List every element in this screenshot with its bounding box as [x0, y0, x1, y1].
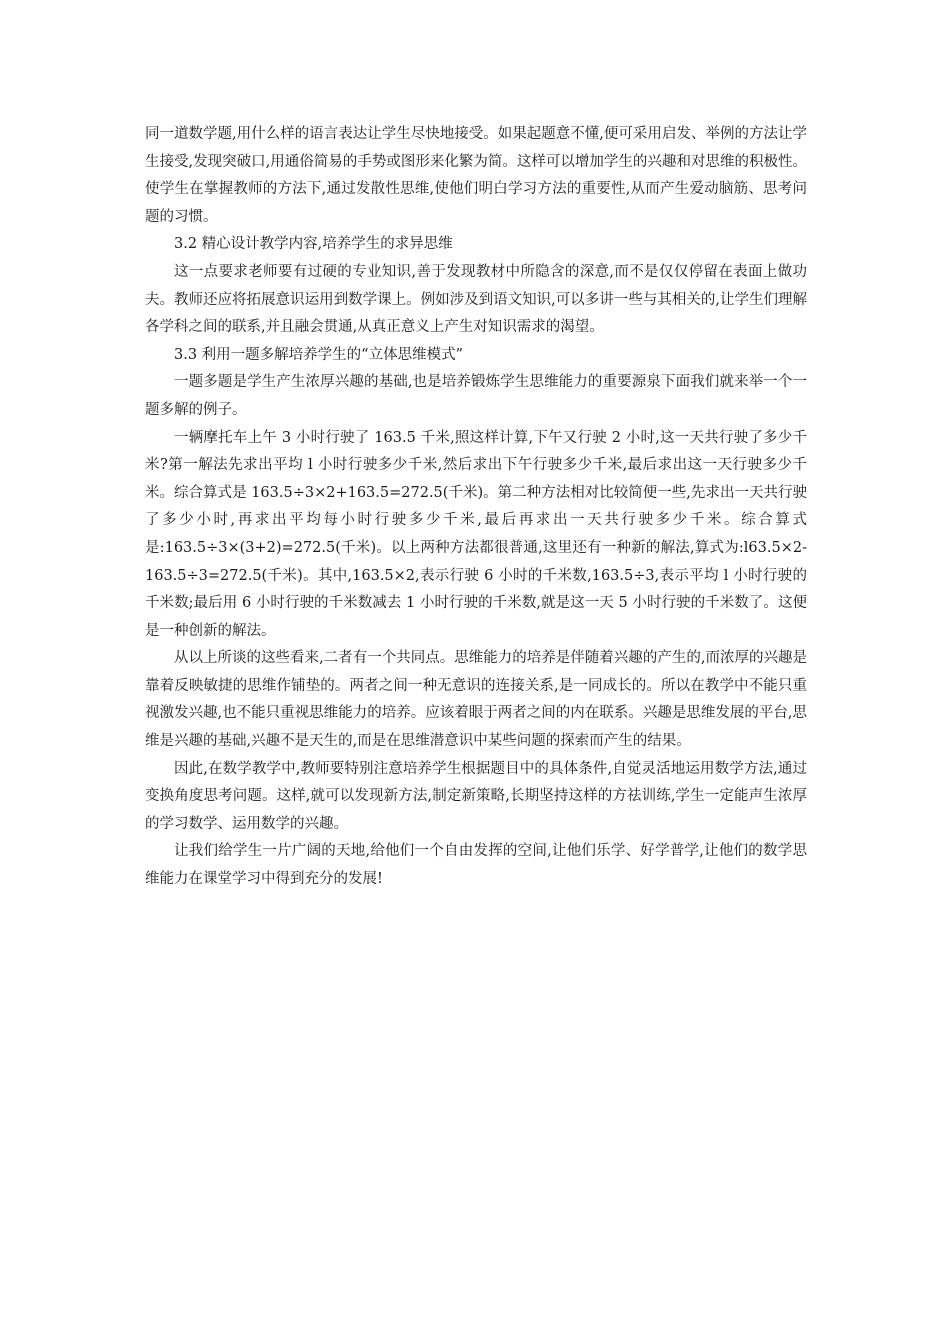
paragraph-3-3-intro: 一题多题是学生产生浓厚兴趣的基础,也是培养锻炼学生思维能力的重要源泉下面我们就来举一个一题多解的例子。: [145, 374, 807, 418]
section-heading-3-3: 3.3 利用一题多解培养学生的“立体思维模式”: [174, 346, 463, 363]
document-body: [145, 121, 807, 894]
section-heading-3-2: 3.2 精心设计教学内容,培养学生的求异思维: [174, 236, 453, 253]
paragraph-3-2-body: 这一点要求老师要有过硬的专业知识,善于发现教材中所隐含的深意,而不是仅仅停留在表面上做功夫。教师还应将拓展意识运用到数学课上。例如涉及到语文知识,可以多讲一些与其相关的,让学生们理解各学科之间的联系,并且融会贯通,从真正意义上产生对知识需求的渴望。: [145, 263, 807, 336]
paragraph-closing: 让我们给学生一片广阔的天地,给他们一个自由发挥的空间,让他们乐学、好学普学,让他们的数学思维能力在课堂学习中得到充分的发展!: [145, 843, 807, 888]
paragraph-therefore: 因此,在数学教学中,教师要特别注意培养学生根据题目中的具体条件,自觉灵活地运用数学方法,通过变换角度思考问题。这样,就可以发现新方法,制定新策略,长期坚持这样的方祛训练,学生一定能声生浓厚的学习数学、运用数学的兴趣。: [145, 760, 807, 832]
paragraph-example-problem: 一辆摩托车上午 3 小时行驶了 163.5 千米,照这样计算,下午又行驶 2 小时,这一天共行驶了多少千米?第一解法先求出平均 l 小时行驶多少千米,然后求出下午行驶多少千米,最后求出这一天行驶多少千米。综合算式是 163.5÷3×2+163.5=272.5(千米)。第二种方法相对比较简便一些,先求出一天共行驶了多少小时,再求出平均每小时行驶多少千米,最后再求出一天共行驶多少千米。综合算式是:163.5÷3×(3+2)=272.5(千米)。以上两种方法都很普通,这里还有一种新的解法,算式为:l63.5×2-163.5÷3=272.5(千米)。其中,163.5×2,表示行驶 6 小时的千米数,163.5÷3,表示平均 l 小时行驶的千米数;最后用 6 小时行驶的千米数减去 1 小时行驶的千米数,就是这一天 5 小时行驶的千米数了。这便是一种创新的解法。: [145, 429, 807, 639]
paragraph-continuation: 同一道数学题,用什么样的语言表达让学生尽快地接受。如果起题意不懂,便可采用启发、举例的方法让学生接受,发现突破口,用通俗简易的手势或图形来化繁为简。这样可以增加学生的兴趣和对思维的积极性。使学生在掌握教师的方法下,通过发散性思维,使他们明白学习方法的重要性,从而产生爱动脑筋、思考问题的习惯。: [145, 126, 807, 225]
paragraph-common-point: 从以上所谈的这些看来,二者有一个共同点。思维能力的培养是伴随着兴趣的产生的,而浓厚的兴趣是靠着反映敏捷的思维作铺垫的。两者之间一种无意识的连接关系,是一同成长的。所以在教学中不能只重视激发兴趣,也不能只重视思维能力的培养。应该着眼于两者之间的内在联系。兴趣是思维发展的平台,思维是兴趣的基础,兴趣不是天生的,而是在思维潜意识中某些问题的探索而产生的结果。: [145, 650, 807, 750]
